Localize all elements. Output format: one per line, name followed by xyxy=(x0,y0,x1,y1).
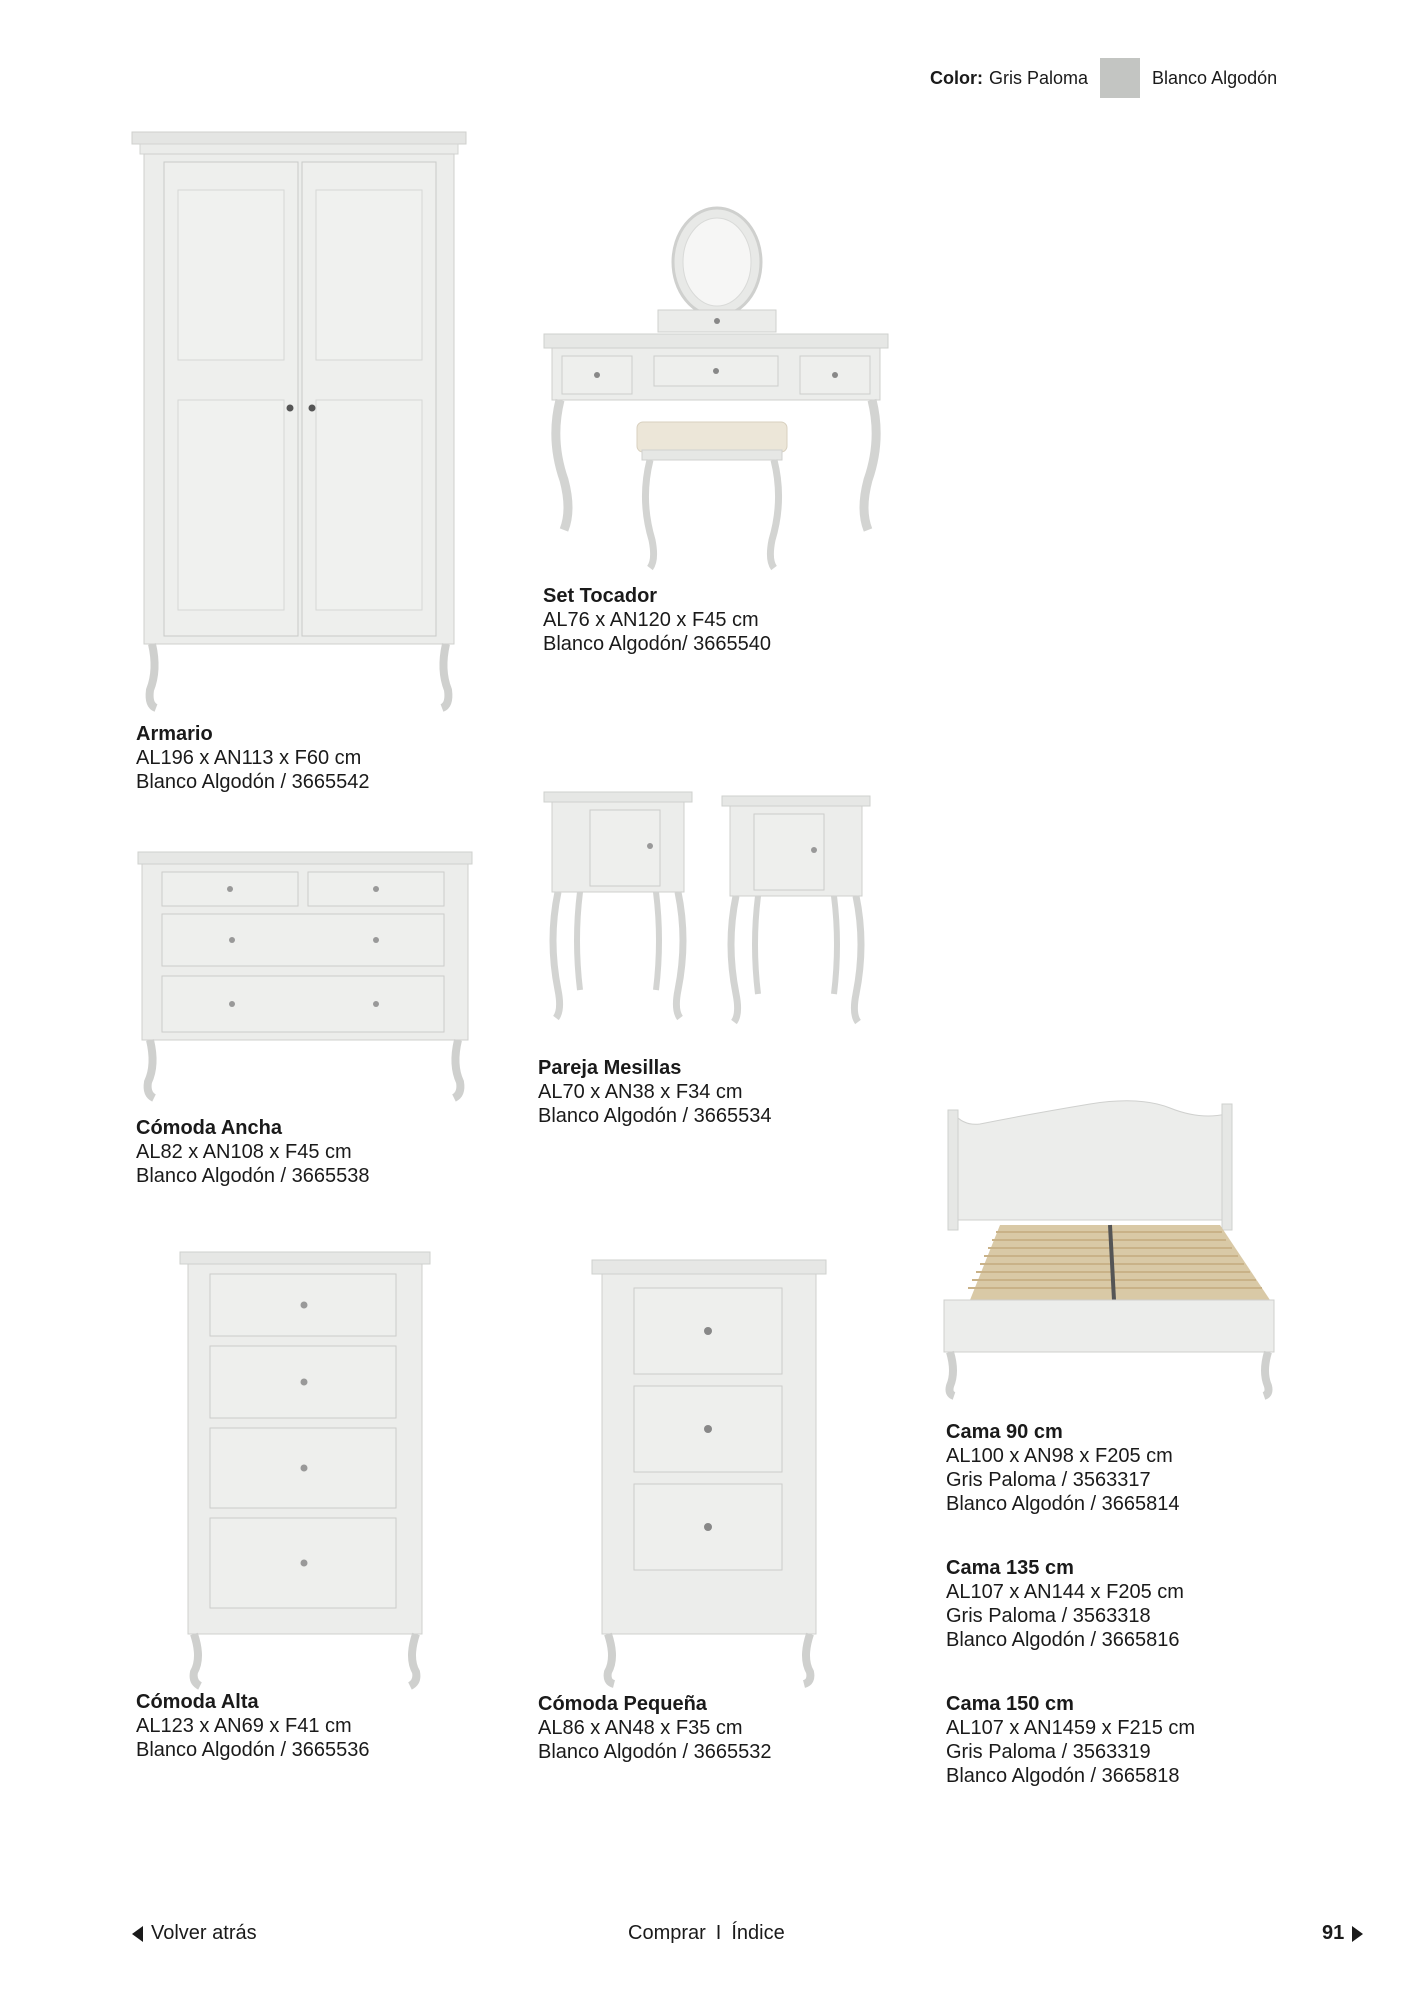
product-ref: Gris Paloma / 3563318 xyxy=(946,1605,1151,1627)
product-ref: Blanco Algodón / 3665532 xyxy=(538,1741,772,1763)
product-name: Cama 90 cm xyxy=(946,1421,1063,1443)
product-ref: Gris Paloma / 3563317 xyxy=(946,1469,1151,1491)
cama135-caption xyxy=(946,1556,1184,1652)
triangle-left-icon xyxy=(132,1926,143,1942)
triangle-right-icon xyxy=(1352,1926,1363,1942)
product-ref: Gris Paloma / 3563319 xyxy=(946,1741,1151,1763)
armario-image xyxy=(130,130,480,720)
tocador-caption xyxy=(543,584,771,656)
cama90-caption xyxy=(946,1420,1180,1516)
comoda-ancha-caption xyxy=(136,1116,370,1188)
color-swatch-gris xyxy=(1100,58,1140,98)
product-dims: AL100 x AN98 x F205 cm xyxy=(946,1445,1173,1467)
cama-image xyxy=(940,1100,1280,1410)
mesillas-image xyxy=(540,790,880,1030)
product-dims: AL70 x AN38 x F34 cm xyxy=(538,1081,743,1103)
comoda-ancha-image xyxy=(136,850,476,1110)
product-name: Set Tocador xyxy=(543,585,658,607)
color-legend xyxy=(930,62,1277,94)
product-dims: AL86 x AN48 x F35 cm xyxy=(538,1717,743,1739)
color-name-gris: Gris Paloma xyxy=(989,67,1089,88)
color-label: Color: xyxy=(930,67,983,88)
product-dims: AL107 x AN144 x F205 cm xyxy=(946,1581,1184,1603)
comoda-pequena-caption xyxy=(538,1692,772,1764)
back-button[interactable] xyxy=(132,1922,257,1945)
product-dims: AL82 x AN108 x F45 cm xyxy=(136,1141,352,1163)
product-name: Cómoda Ancha xyxy=(136,1117,282,1139)
product-name: Armario xyxy=(136,723,213,745)
product-name: Pareja Mesillas xyxy=(538,1057,682,1079)
page-number: 91 xyxy=(1322,1922,1345,1944)
buy-link[interactable]: Comprar xyxy=(628,1922,706,1944)
product-name: Cómoda Alta xyxy=(136,1691,259,1713)
color-name-blanco: Blanco Algodón xyxy=(1152,67,1278,88)
mesillas-caption xyxy=(538,1056,772,1128)
product-dims: AL123 x AN69 x F41 cm xyxy=(136,1715,352,1737)
product-ref: Blanco Algodón / 3665542 xyxy=(136,771,370,793)
footer-nav xyxy=(628,1922,785,1945)
product-name: Cama 135 cm xyxy=(946,1557,1074,1579)
comoda-alta-caption xyxy=(136,1690,370,1762)
cama150-caption xyxy=(946,1692,1195,1788)
back-label: Volver atrás xyxy=(151,1922,257,1944)
armario-caption xyxy=(136,722,370,794)
footer-separator: I xyxy=(715,1922,722,1944)
index-link[interactable]: Índice xyxy=(731,1922,785,1944)
next-page-button[interactable] xyxy=(1322,1922,1363,1945)
product-ref: Blanco Algodón / 3665536 xyxy=(136,1739,370,1761)
product-ref: Blanco Algodón / 3665538 xyxy=(136,1165,370,1187)
product-ref: Blanco Algodón / 3665814 xyxy=(946,1493,1180,1515)
product-ref: Blanco Algodón / 3665818 xyxy=(946,1765,1180,1787)
tocador-image xyxy=(542,200,892,580)
product-ref: Blanco Algodón / 3665816 xyxy=(946,1629,1180,1651)
product-dims: AL76 x AN120 x F45 cm xyxy=(543,609,759,631)
comoda-alta-image xyxy=(178,1250,434,1690)
product-name: Cómoda Pequeña xyxy=(538,1693,707,1715)
product-ref: Blanco Algodón / 3665534 xyxy=(538,1105,772,1127)
product-ref: Blanco Algodón/ 3665540 xyxy=(543,633,771,655)
product-name: Cama 150 cm xyxy=(946,1693,1074,1715)
product-dims: AL107 x AN1459 x F215 cm xyxy=(946,1717,1196,1739)
product-dims: AL196 x AN113 x F60 cm xyxy=(136,747,362,769)
comoda-pequena-image xyxy=(590,1258,830,1688)
